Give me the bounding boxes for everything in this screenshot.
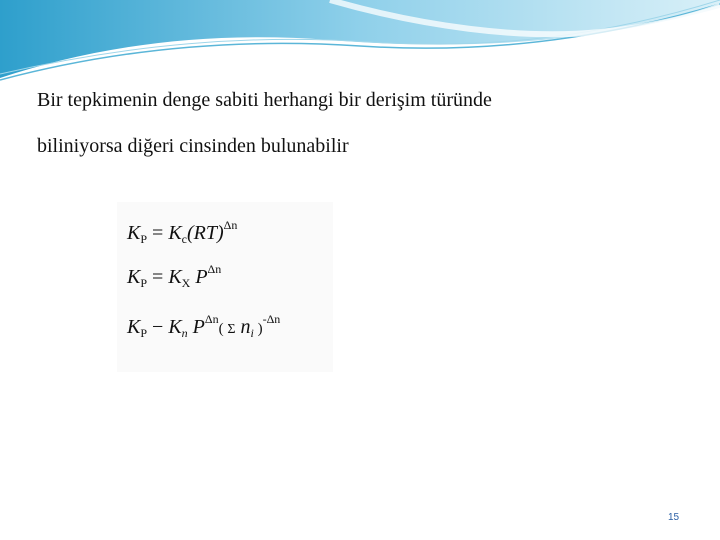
text-line-1: Bir tepkimenin denge sabiti herhangi bir derişim türünde xyxy=(37,89,492,111)
formula-kp-kn: $K_P - K_n$ $P^{\Delta n}$( Σ $n_i$ )$^{-\Delta n}$ xyxy=(127,312,281,340)
formula-kp-kx: $K_P = K_X$ $P^{\Delta n}$ xyxy=(127,262,222,290)
text-line-2: biliniyorsa diğeri cinsinden bulunabilir xyxy=(37,135,349,157)
body-text xyxy=(37,77,677,169)
slide-number: 15 xyxy=(668,512,680,523)
formula-image xyxy=(117,202,333,372)
formula-kp-kc: $K_P = K_c(RT)^{\Delta n}$ xyxy=(127,218,238,246)
